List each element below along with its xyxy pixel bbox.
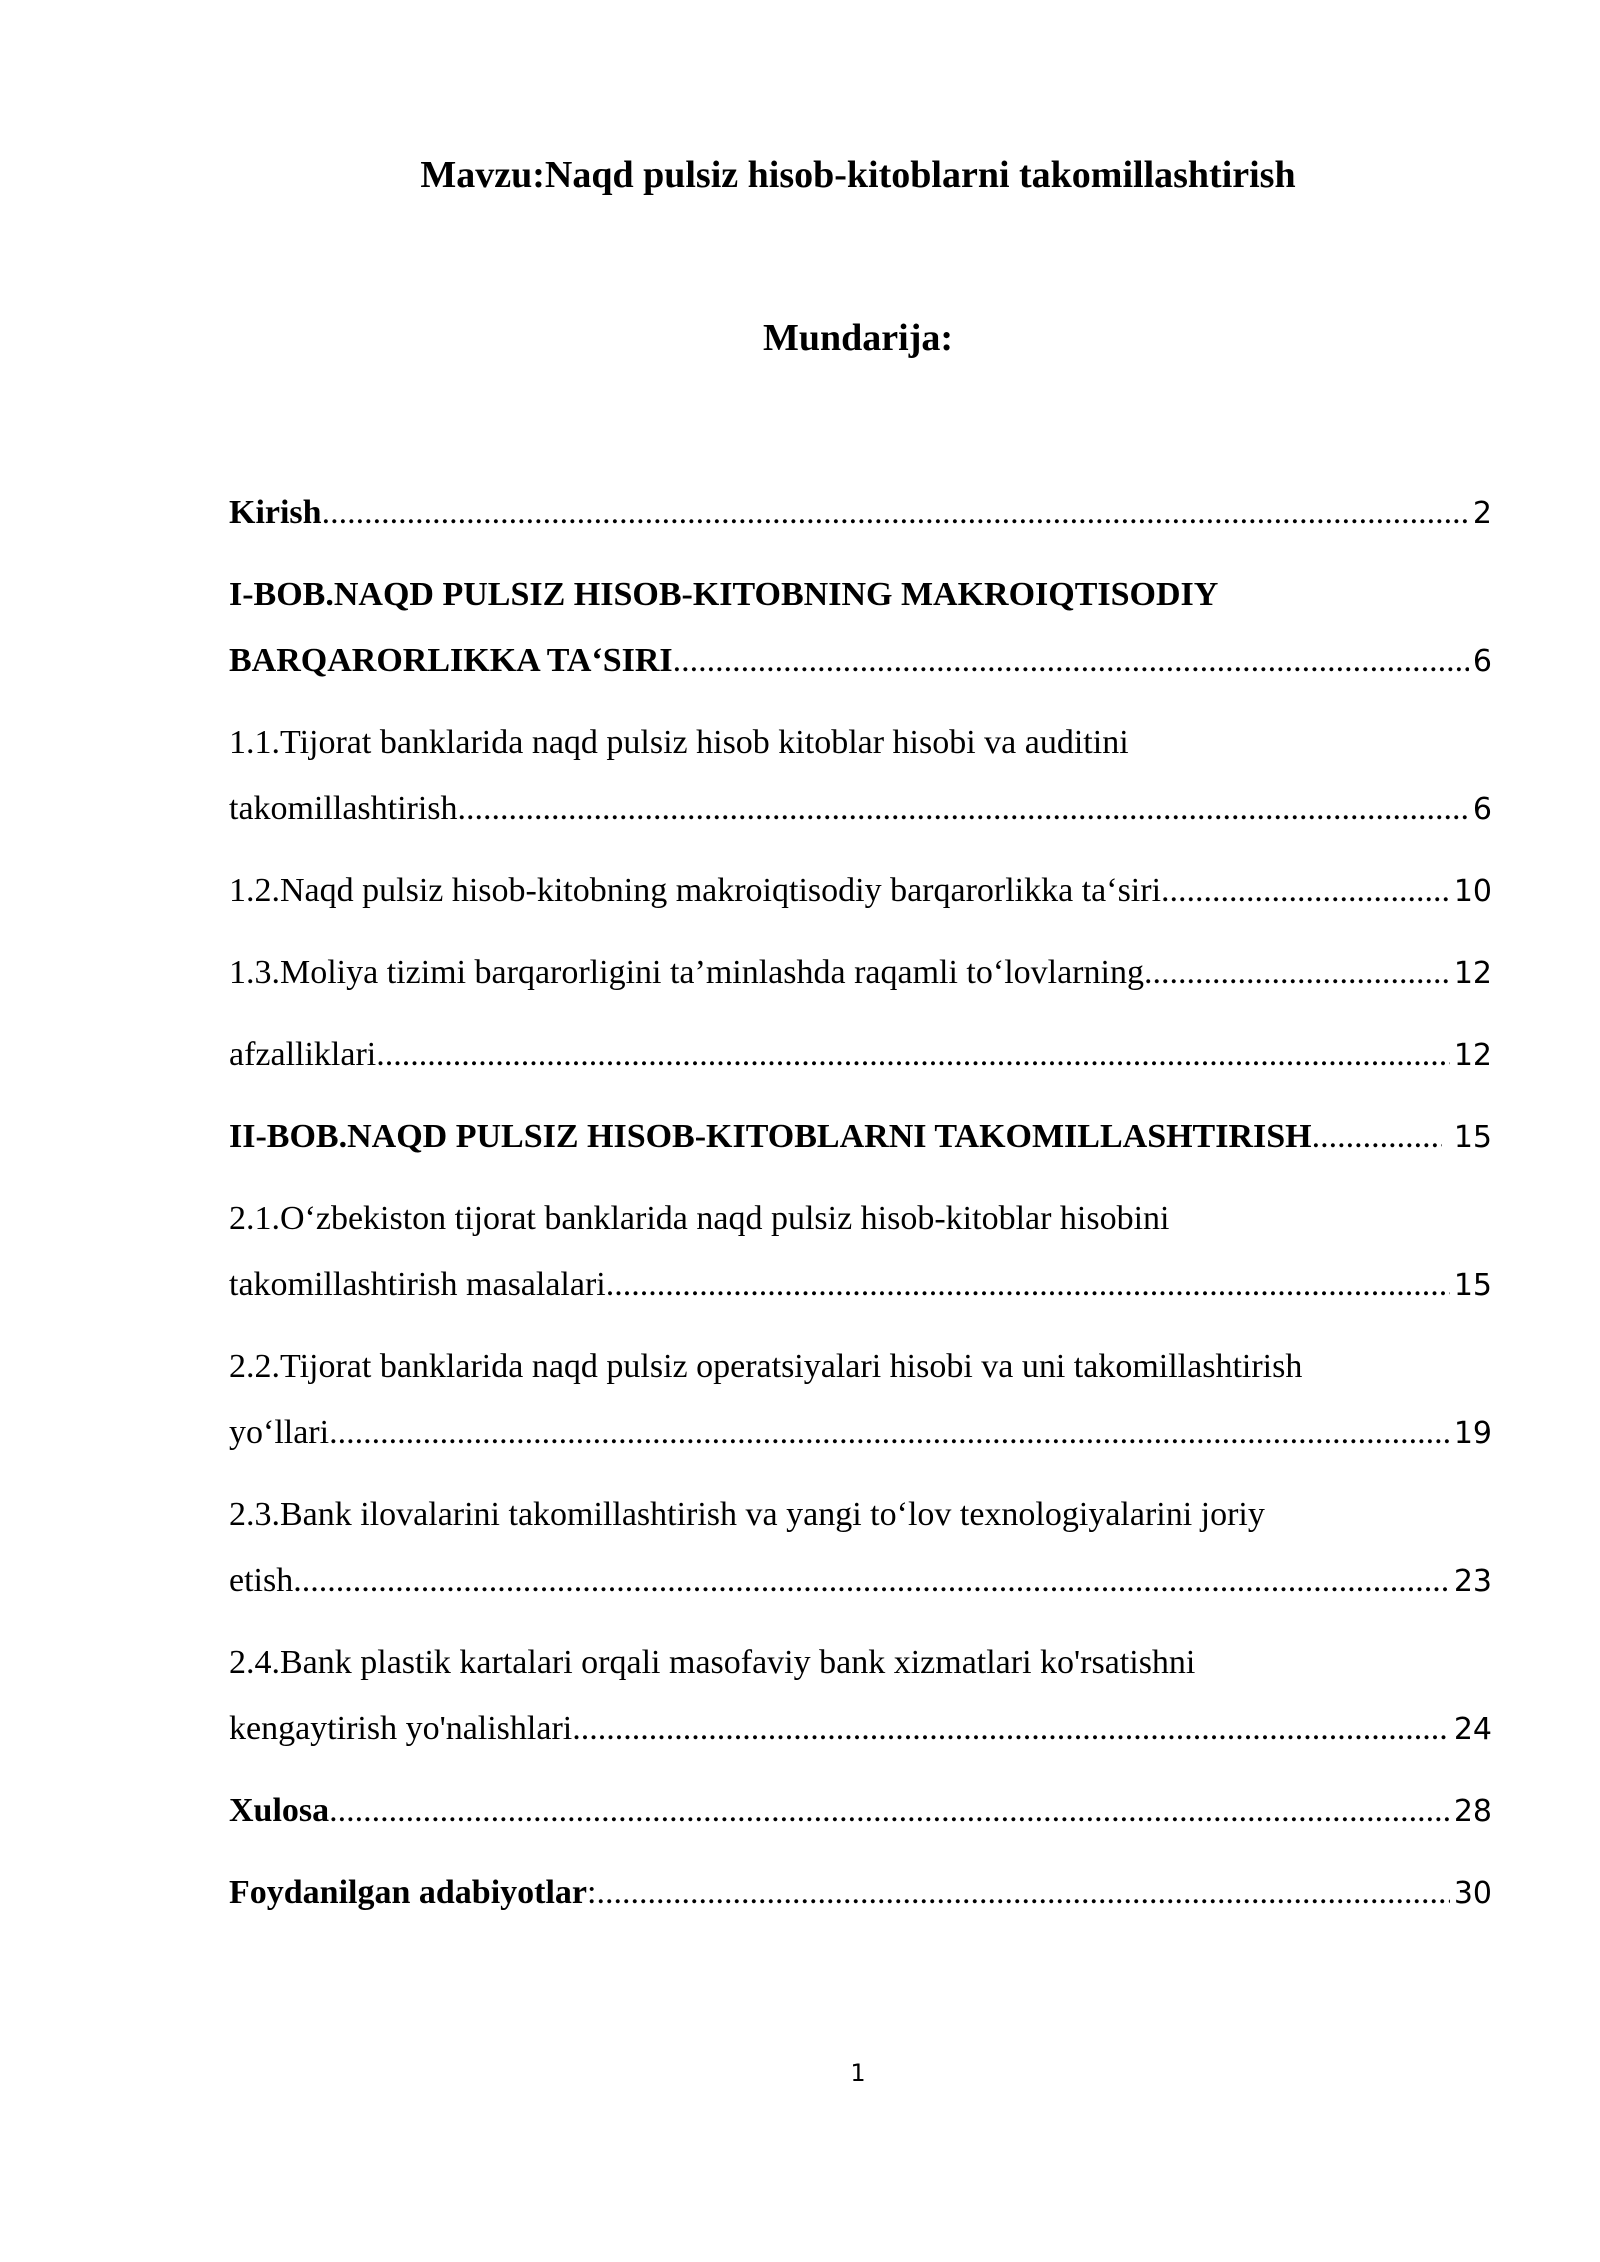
toc-dot-leader [329, 1400, 1450, 1466]
table-of-contents [229, 480, 1492, 1942]
toc-page-number: 2 [1472, 496, 1492, 531]
toc-entry-label: Foydanilgan adabiyotlar [229, 1874, 588, 1911]
toc-entry[interactable] [229, 1482, 1492, 1614]
toc-entry-label: 2.3.Bank ilovalarini takomillashtirish va yangi to‘lov texnologiyalarini joriy [229, 1496, 1265, 1533]
toc-entry[interactable] [229, 1630, 1492, 1762]
toc-heading: Mundarija: [763, 317, 953, 359]
toc-entry-label: 1.3.Moliya tizimi barqarorligini ta’minlashda raqamli to‘lovlarning [229, 954, 1144, 991]
toc-dot-leader [376, 1022, 1450, 1088]
toc-entry-label: takomillashtirish masalalari [229, 1266, 606, 1303]
toc-entry-label: takomillashtirish [229, 790, 458, 827]
toc-entry-label: Xulosa [229, 1792, 330, 1829]
toc-entry-label: I-BOB.NAQD PULSIZ HISOB-KITOBNING MAKROIQTISODIY [229, 576, 1219, 613]
document-title: Mavzu:Naqd pulsiz hisob-kitoblarni takomillashtirish [420, 154, 1296, 196]
toc-entry-label-suffix: : [587, 1874, 597, 1911]
toc-page-number: 15 [1453, 1120, 1492, 1155]
toc-dot-leader [673, 628, 1469, 694]
toc-dot-leader [1144, 940, 1450, 1006]
toc-entry-label: afzalliklari [229, 1036, 377, 1073]
toc-entry[interactable] [229, 562, 1492, 694]
toc-entry-label: 2.2.Tijorat banklarida naqd pulsiz operatsiyalari hisobi va uni takomillashtirish [229, 1348, 1303, 1385]
toc-entry-label: 2.1.O‘zbekiston tijorat banklarida naqd pulsiz hisob-kitoblar hisobini [229, 1200, 1170, 1237]
toc-page-number: 12 [1453, 1038, 1492, 1073]
toc-dot-leader [293, 1548, 1450, 1614]
toc-entry-label: 1.2.Naqd pulsiz hisob-kitobning makroiqtisodiy barqarorlikka ta‘siri [229, 872, 1162, 909]
toc-entry-label: yo‘llari [229, 1414, 330, 1451]
toc-entry-label: 2.4.Bank plastik kartalari orqali masofaviy bank xizmatlari ko'rsatishni [229, 1644, 1196, 1681]
toc-entry[interactable] [229, 1104, 1492, 1170]
toc-entry[interactable] [229, 1860, 1492, 1926]
toc-page-number: 19 [1453, 1416, 1492, 1451]
toc-entry-label: II-BOB.NAQD PULSIZ HISOB-KITOBLARNI TAKOMILLASHTIRISH [229, 1118, 1312, 1155]
toc-entry[interactable] [229, 710, 1492, 842]
toc-page-number: 23 [1453, 1564, 1492, 1599]
toc-page-number: 12 [1453, 956, 1492, 991]
toc-entry[interactable] [229, 858, 1492, 924]
toc-dot-leader [322, 480, 1469, 546]
toc-entry[interactable] [229, 940, 1492, 1006]
toc-dot-leader [329, 1778, 1450, 1844]
toc-dot-leader [458, 776, 1469, 842]
toc-entry[interactable] [229, 480, 1492, 546]
toc-entry-label: 1.1.Tijorat banklarida naqd pulsiz hisob kitoblar hisobi va auditini [229, 724, 1129, 761]
toc-page-number: 10 [1453, 874, 1492, 909]
toc-entry-label: etish [229, 1562, 294, 1599]
toc-dot-leader [572, 1696, 1450, 1762]
page-number: 1 [850, 2059, 866, 2087]
toc-entry-label: kengaytirish yo'nalishlari [229, 1710, 573, 1747]
toc-page-number: 15 [1453, 1268, 1492, 1303]
toc-dot-leader [1312, 1104, 1442, 1170]
toc-dot-leader [1161, 858, 1450, 924]
toc-entry-label: Kirish [229, 494, 322, 531]
toc-page-number: 6 [1472, 644, 1492, 679]
toc-page-number: 28 [1453, 1794, 1492, 1829]
toc-entry[interactable] [229, 1022, 1492, 1088]
toc-dot-leader [606, 1252, 1450, 1318]
toc-dot-leader [596, 1860, 1449, 1926]
toc-entry[interactable] [229, 1778, 1492, 1844]
toc-page-number: 30 [1453, 1876, 1492, 1911]
toc-page-number: 24 [1453, 1712, 1492, 1747]
toc-entry[interactable] [229, 1186, 1492, 1318]
toc-page-number: 6 [1472, 792, 1492, 827]
toc-entry-label: BARQARORLIKKA TA‘SIRI [229, 642, 673, 679]
toc-entry[interactable] [229, 1334, 1492, 1466]
